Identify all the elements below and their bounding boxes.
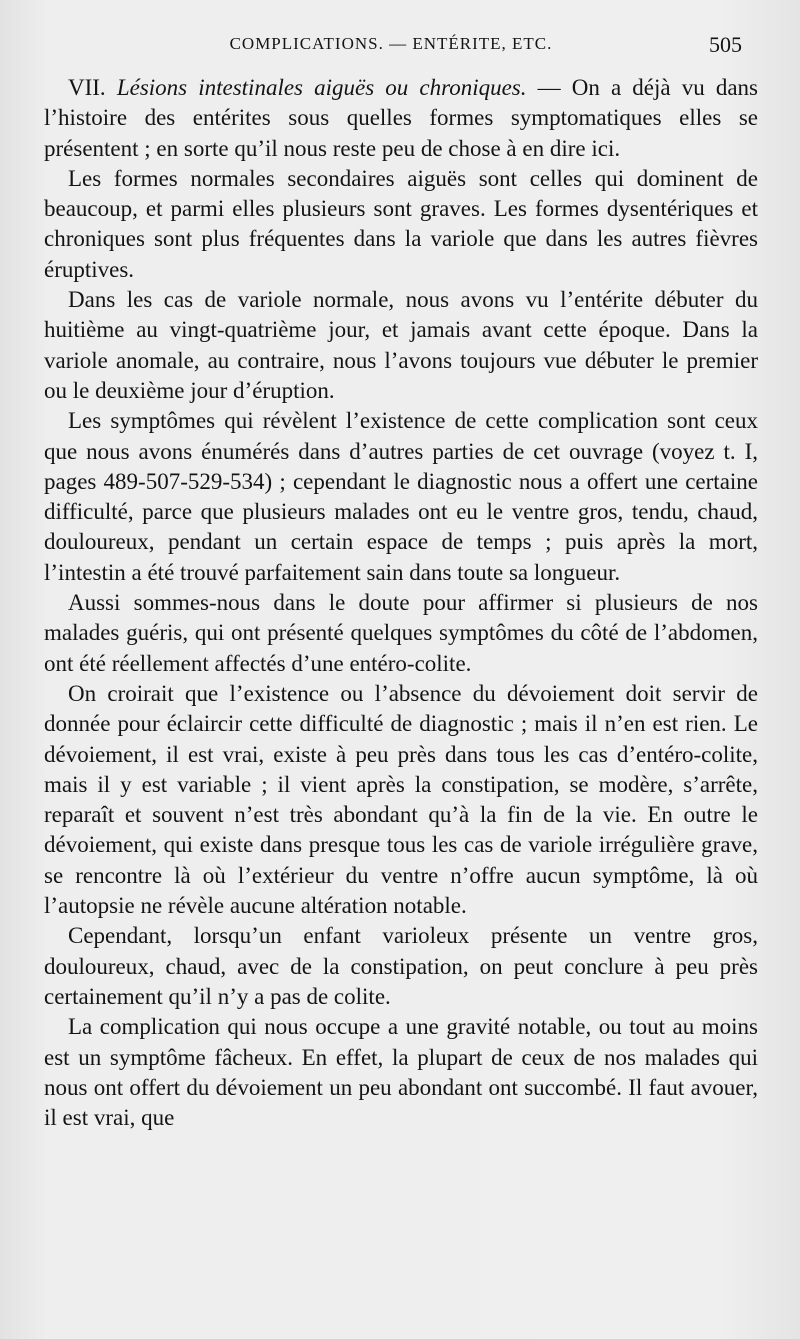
page-header bbox=[40, 34, 742, 64]
paragraph: Les symptômes qui révèlent l’existence de cette complication sont ceux que nous avons énumérés dans d’autres parties de cet ouvrage (voyez t. I, pages 489-507-529-534) ; cependant le diagnostic nous a offert une certaine difficulté, parce que plusieurs malades ont eu le ventre gros, tendu, chaud, douloureux, pendant un certain espace de temps ; puis après la mort, l’intestin a été trouvé parfaitement sain dans toute sa longueur. bbox=[44, 408, 758, 585]
section-intro-text: — On a déjà vu dans l’histoire des entérites sous quelles formes symptomatiques elles se présentent ; en sorte qu’il nous reste peu de chose à en dire ici. bbox=[44, 75, 758, 161]
section-number: VII. bbox=[68, 75, 106, 100]
page-body bbox=[44, 73, 758, 1133]
section-title: Lésions intestinales aiguës ou chroniques. bbox=[116, 75, 527, 100]
paragraph: On croirait que l’existence ou l’absence du dévoiement doit servir de donnée pour éclaircir cette difficulté de diagnostic ; mais il n’en est rien. Le dévoiement, il est vrai, existe à peu près dans tous les cas d’entéro-colite, mais il y est variable ; il vient après la constipation, se modère, s’arrête, reparaît et souvent n’est très abondant qu’à la fin de la vie. En outre le dévoiement, qui existe dans presque tous les cas de variole irrégulière grave, se rencontre là où l’extérieur du ventre n’offre aucun symptôme, là où l’autopsie ne révèle aucune altération notable. bbox=[44, 680, 758, 919]
paragraph: Aussi sommes-nous dans le doute pour affirmer si plusieurs de nos malades guéris, qui ont présenté quelques symptômes du côté de l’abdomen, ont été réellement affectés d’une entéro-colite. bbox=[44, 590, 758, 676]
section-opening-paragraph bbox=[44, 73, 758, 164]
running-title: COMPLICATIONS. — ENTÉRITE, ETC. bbox=[229, 34, 553, 53]
page-number: 505 bbox=[709, 32, 742, 57]
paragraph: Dans les cas de variole normale, nous avons vu l’entérite débuter du huitième au vingt-quatrième jour, et jamais avant cette époque. Dans la variole anomale, au contraire, nous l’avons toujours vue débuter le premier ou le deuxième jour d’éruption. bbox=[44, 287, 758, 403]
paragraph: Cependant, lorsqu’un enfant varioleux présente un ventre gros, douloureux, chaud, avec de la constipation, on peut conclure à peu près certainement qu’il n’y a pas de colite. bbox=[44, 923, 758, 1009]
paragraph: La complication qui nous occupe a une gravité notable, ou tout au moins est un symptôme fâcheux. En effet, la plupart de ceux de nos malades qui nous ont offert du dévoiement un peu abondant ont succombé. Il faut avouer, il est vrai, que bbox=[44, 1014, 758, 1131]
paragraph: Les formes normales secondaires aiguës sont celles qui dominent de beaucoup, et parmi elles plusieurs sont graves. Les formes dysentériques et chroniques sont plus fréquentes dans la variole que dans les autres fièvres éruptives. bbox=[44, 165, 758, 282]
